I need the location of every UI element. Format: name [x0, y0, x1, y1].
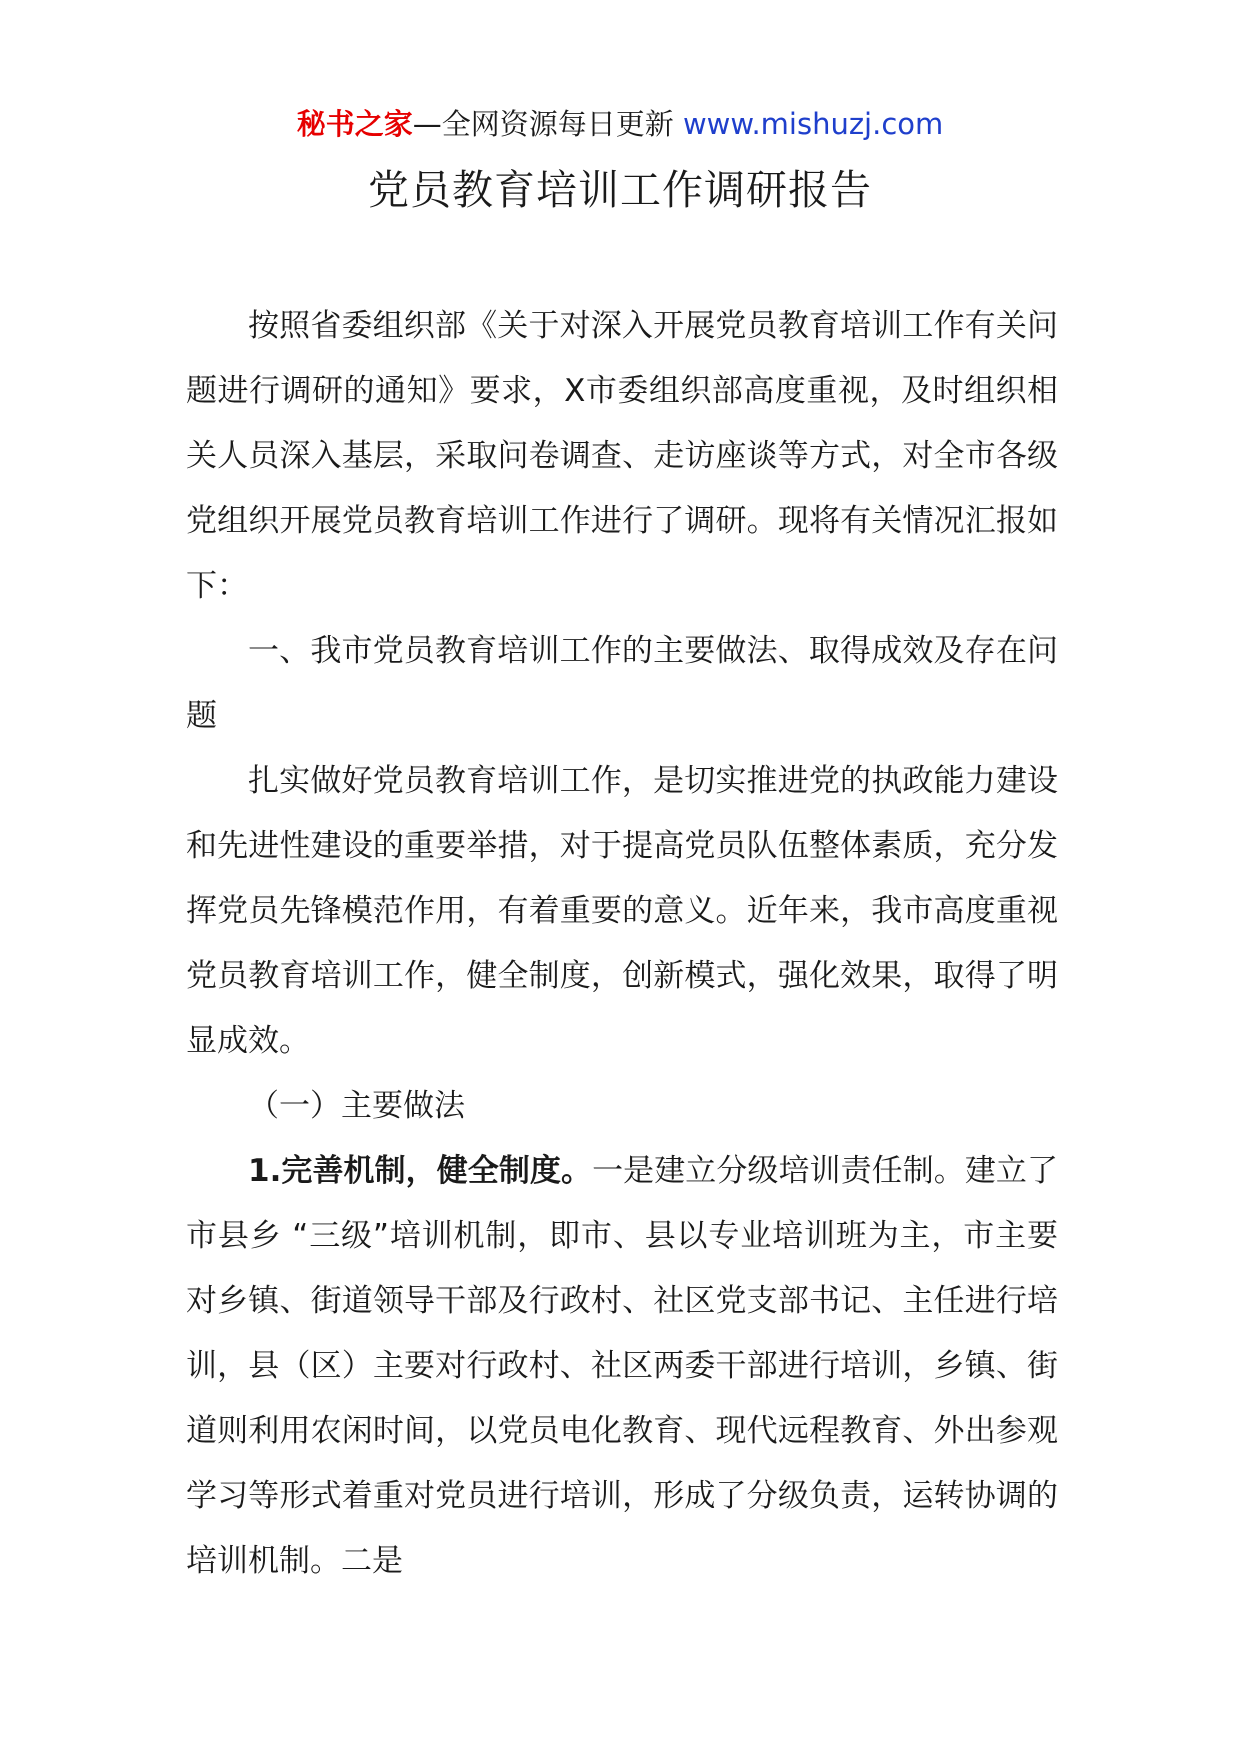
document-body — [186, 294, 1058, 1594]
document-title: 党员教育培训工作调研报告 — [368, 166, 872, 214]
site-header — [0, 104, 1240, 144]
item-paragraph-1 — [186, 1139, 1058, 1594]
site-brand: 秘书之家 — [296, 107, 413, 141]
subsection-heading-1: （一）主要做法 — [248, 1088, 465, 1124]
section-paragraph: 扎实做好党员教育培训工作，是切实推进党的执政能力建设和先进性建设的重要举措，对于提高党员队伍整体素质，充分发挥党员先锋模范作用，有着重要的意义。近年来，我市高度重视党员教育培训工作，健全制度，创新模式，强化效果，取得了明显成效。 — [186, 763, 1058, 1059]
item-text-1: 一是建立分级培训责任制。建立了市县乡 “三级”培训机制，即市、县以专业培训班为主，市主要对乡镇、街道领导干部及行政村、社区党支部书记、主任进行培训，县（区）主要对行政村、社区两委干部进行培训，乡镇、街道则利用农闲时间，以党员电化教育、现代远程教育、外出参观学习等形式着重对党员进行培训，形成了分级负责，运转协调的培训机制。二是 — [186, 1153, 1058, 1579]
section-heading-1: 一、我市党员教育培训工作的主要做法、取得成效及存在问题 — [186, 633, 1058, 734]
site-url-link[interactable]: www.mishuzj.com — [682, 107, 944, 141]
site-slogan: —全网资源每日更新 — [412, 107, 683, 141]
item-lead-1: 1.完善机制，健全制度。 — [248, 1153, 593, 1189]
intro-paragraph: 按照省委组织部《关于对深入开展党员教育培训工作有关问题进行调研的通知》要求，X市委组织部高度重视，及时组织相关人员深入基层，采取问卷调查、走访座谈等方式，对全市各级党组织开展党员教育培训工作进行了调研。现将有关情况汇报如下： — [186, 308, 1058, 604]
